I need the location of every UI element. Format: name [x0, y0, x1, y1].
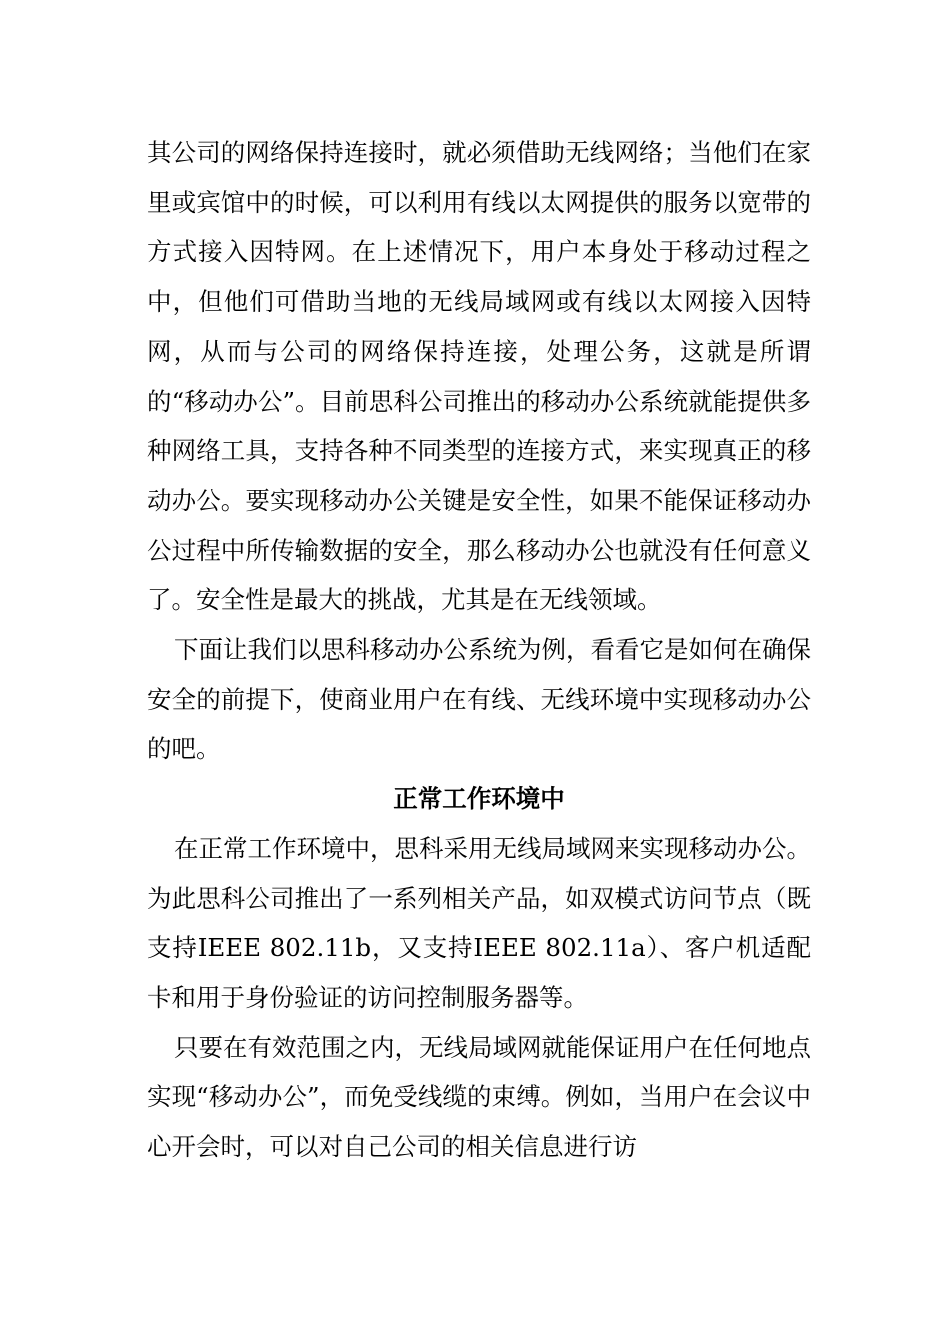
- section-heading: 正常工作环境中: [393, 784, 565, 814]
- document-body: [147, 128, 811, 1172]
- paragraph-effective-range: 只要在有效范围之内，无线局域网就能保证用户在任何地点实现“移动办公”，而免受线缆的束缚。例如，当用户在会议中心开会时，可以对自己公司的相关信息进行访: [147, 1032, 811, 1162]
- paragraph-example-intro: 下面让我们以思科移动办公系统为例，看看它是如何在确保安全的前提下，使商业用户在有线、无线环境中实现移动办公的吧。: [147, 635, 811, 764]
- paragraph-normal-environment: 在正常工作环境中，思科采用无线局域网来实现移动办公。为此思科公司推出了一系列相关产品，如双模式访问节点（既支持IEEE 802.11b，又支持IEEE 802.11a）、客户机适配卡和用于身份验证的访问控制服务器等。: [147, 833, 811, 1012]
- paragraph-continued: 其公司的网络保持连接时，就必须借助无线网络；当他们在家里或宾馆中的时候，可以利用有线以太网提供的服务以宽带的方式接入因特网。在上述情况下，用户本身处于移动过程之中，但他们可借助当地的无线局域网或有线以太网接入因特网，从而与公司的网络保持连接，处理公务，这就是所谓的“移动办公”。目前思科公司推出的移动办公系统就能提供多种网络工具，支持各种不同类型的连接方式，来实现真正的移动办公。要实现移动办公关键是安全性，如果不能保证移动办公过程中所传输数据的安全，那么移动办公也就没有任何意义了。安全性是最大的挑战，尤其是在无线领域。: [147, 138, 811, 615]
